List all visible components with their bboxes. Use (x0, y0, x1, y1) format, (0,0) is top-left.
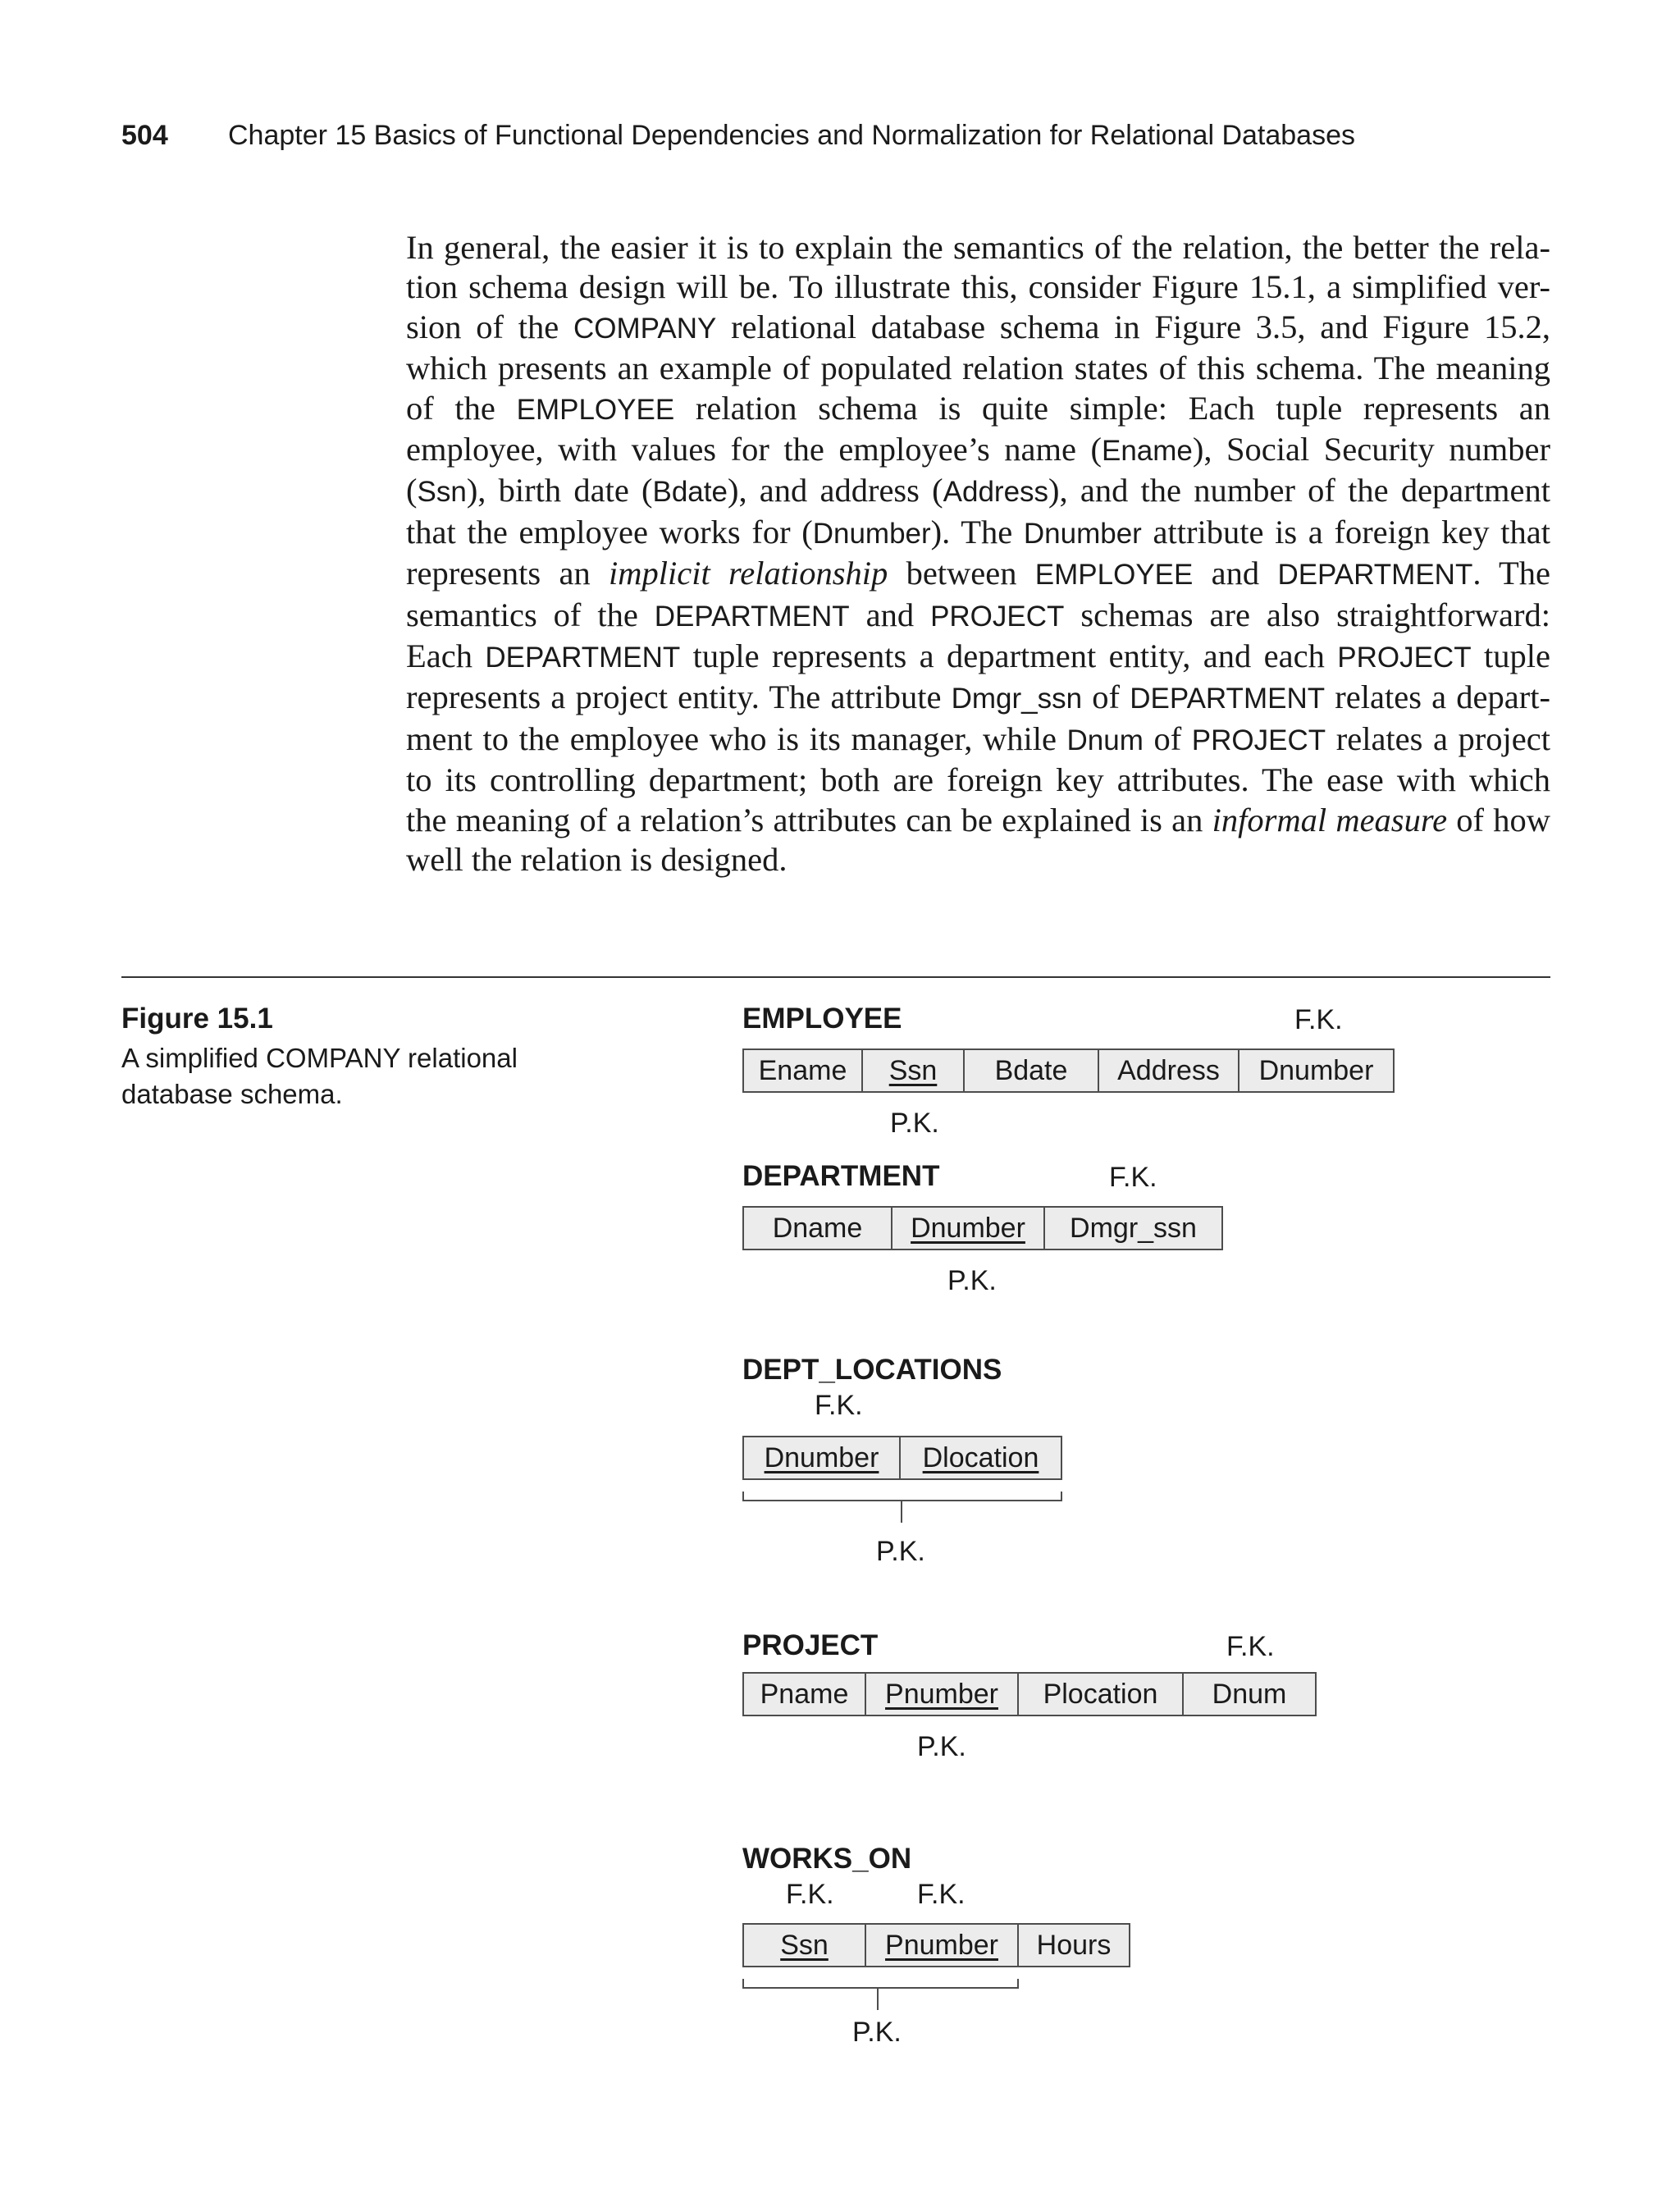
paragraph-line (406, 596, 1550, 637)
pk-bracket (742, 1979, 1019, 1989)
pk-label: P.K. (947, 1265, 997, 1296)
schema-term: Ssn (417, 476, 467, 509)
pk-bracket (742, 1492, 1062, 1501)
text-run: tuple represents a department entity, and each (680, 637, 1338, 675)
schema-term: Dnumber (812, 517, 931, 550)
schema-term: EMPLOYEE (516, 393, 675, 426)
paragraph-line (406, 349, 1550, 388)
emphasis-text: informal measure (1212, 801, 1448, 838)
schema-term: PROJECT (1191, 724, 1326, 756)
text-run: . The (1472, 555, 1550, 592)
fk-label: F.K. (1226, 1631, 1275, 1662)
schema-term: EMPLOYEE (1034, 559, 1194, 592)
relation-name: EMPLOYEE (742, 1003, 902, 1035)
text-run: between (888, 555, 1035, 592)
fk-label: F.K. (1294, 1004, 1343, 1035)
text-run: which presents an example of populated relation states of this schema. The meaning (406, 349, 1550, 387)
text-run: ), birth date ( (466, 472, 653, 509)
paragraph-line (406, 801, 1550, 840)
paragraph-line (406, 267, 1550, 307)
schema-term: Dmgr_ssn (951, 683, 1083, 715)
attribute-cell-pk: Pnumber (865, 1923, 1019, 1967)
figure-label: Figure 15.1 (121, 1003, 273, 1035)
running-header (121, 120, 1355, 152)
paragraph-line (406, 430, 1550, 471)
text-run: relation schema is quite simple: Each tuple represents an (674, 389, 1551, 427)
pk-bracket-tick (877, 1989, 879, 2010)
emphasis-text: implicit relationship (609, 555, 888, 592)
schema-term: DEPARTMENT (1130, 683, 1326, 715)
text-run: the meaning of a relation’s attributes can be explained is an (406, 801, 1212, 838)
schema-term: DEPARTMENT (1277, 559, 1473, 592)
pk-label: P.K. (890, 1108, 939, 1139)
text-run: tion schema design will be. To illustrate this, consider Figure 15.1, a simplified ver- (406, 268, 1550, 306)
text-run: ), and address ( (727, 472, 943, 509)
paragraph-line (406, 308, 1550, 349)
text-run: that the employee works for ( (406, 513, 813, 550)
relation-name: PROJECT (742, 1629, 879, 1661)
text-run: attribute is a foreign key that (1141, 513, 1550, 550)
text-run: ment to the employee who is its manager, while (406, 720, 1067, 757)
chapter-title: Chapter 15 Basics of Functional Dependencies and Normalization for Relational Databases (228, 120, 1355, 151)
text-run: represents a project entity. The attribute (406, 678, 952, 716)
attribute-cell-pk: Dlocation (899, 1436, 1062, 1480)
text-run: and (849, 596, 931, 633)
attribute-cell: Address (1098, 1048, 1239, 1093)
paragraph-line (406, 389, 1550, 430)
text-run: In general, the easier it is to explain the semantics of the relation, the better the rela- (406, 229, 1550, 266)
attribute-cell-pk: Dnumber (742, 1436, 901, 1480)
text-run: represents an (406, 555, 609, 592)
attribute-cell: Plocation (1017, 1672, 1184, 1716)
fk-label: F.K. (1109, 1162, 1157, 1193)
paragraph-line (406, 840, 1550, 879)
text-run: of (1082, 678, 1130, 716)
pk-label: P.K. (852, 2017, 902, 2048)
paragraph-line (406, 761, 1550, 800)
schema-term: PROJECT (1337, 642, 1472, 674)
relation-name: WORKS_ON (742, 1843, 912, 1875)
schema-term: Bdate (652, 476, 728, 509)
text-run: of (1143, 720, 1192, 757)
schema-term: Dnumber (1023, 517, 1142, 550)
text-run: ). The (930, 513, 1024, 550)
text-run: well the relation is designed. (406, 841, 788, 879)
text-run: of the (406, 389, 517, 427)
paragraph-line (406, 554, 1550, 595)
text-run: schemas are also straightforward: (1064, 596, 1551, 633)
schema-term: Dnum (1066, 724, 1144, 756)
text-run: relational database schema in Figure 3.5, and Figure 15.2, (716, 308, 1550, 345)
paragraph-line (406, 720, 1550, 761)
pk-label: P.K. (917, 1731, 966, 1762)
schema-term: DEPARTMENT (654, 600, 850, 633)
schema-term: Address (943, 476, 1049, 509)
fk-label: F.K. (786, 1879, 834, 1910)
text-run: ), and the number of the department (1048, 472, 1550, 509)
attribute-cell: Ename (742, 1048, 863, 1093)
attribute-cell-fk: Dnumber (1238, 1048, 1395, 1093)
relation-name: DEPARTMENT (742, 1160, 940, 1192)
paragraph-line (406, 637, 1550, 678)
attribute-cell: Bdate (963, 1048, 1099, 1093)
text-run: tuple (1471, 637, 1550, 675)
attribute-cell-pk: Pnumber (865, 1672, 1019, 1716)
schema-term: Ename (1102, 435, 1193, 468)
attribute-cell-pk: Dnumber (891, 1206, 1045, 1250)
figure-caption: A simplified COMPANY relational database schema. (121, 1043, 518, 1109)
fk-label: F.K. (815, 1390, 863, 1421)
text-run: semantics of the (406, 596, 655, 633)
text-run: relates a depart- (1325, 678, 1550, 716)
pk-bracket-tick (901, 1501, 902, 1523)
text-run: relates a project (1326, 720, 1550, 757)
fk-label: F.K. (917, 1879, 966, 1910)
text-run: and (1193, 555, 1278, 592)
attribute-cell-pk: Ssn (742, 1923, 866, 1967)
text-run: of how (1447, 801, 1550, 838)
paragraph-line (406, 228, 1550, 267)
attribute-cell: Hours (1017, 1923, 1130, 1967)
text-run: Each (406, 637, 486, 675)
paragraph-line (406, 678, 1550, 719)
page-number: 504 (121, 120, 168, 151)
attribute-cell: Pname (742, 1672, 866, 1716)
pk-label: P.K. (876, 1536, 925, 1567)
figure-rule (121, 976, 1550, 978)
attribute-cell: Dname (742, 1206, 892, 1250)
text-run: employee, with values for the employee’s name ( (406, 431, 1102, 468)
text-run: ( (406, 472, 418, 509)
schema-term: PROJECT (930, 600, 1065, 633)
schema-term: DEPARTMENT (485, 642, 681, 674)
schema-term: COMPANY (573, 312, 717, 345)
body-paragraph (406, 228, 1550, 880)
attribute-cell-pk: Ssn (861, 1048, 965, 1093)
attribute-cell-fk: Dnum (1182, 1672, 1317, 1716)
text-run: ), Social Security number (1192, 431, 1550, 468)
paragraph-line (406, 471, 1550, 512)
text-run: sion of the (406, 308, 573, 345)
text-run: to its controlling department; both are foreign key attributes. The ease with which (406, 761, 1550, 799)
relation-name: DEPT_LOCATIONS (742, 1354, 1002, 1386)
attribute-cell-fk: Dmgr_ssn (1043, 1206, 1223, 1250)
paragraph-line (406, 513, 1550, 554)
